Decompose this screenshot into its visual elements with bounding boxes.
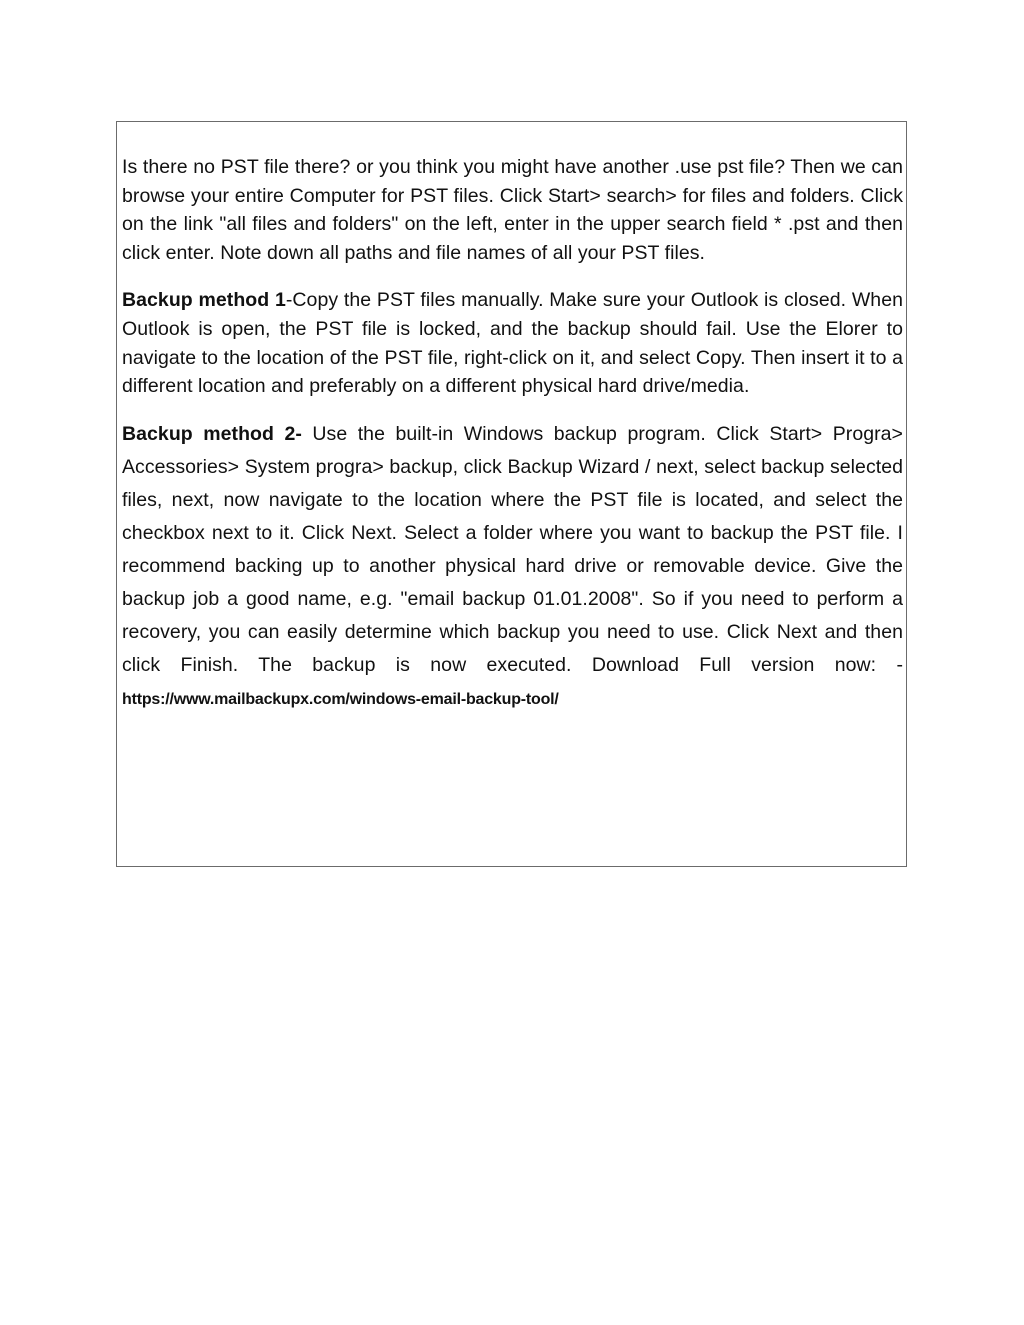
document-box [116, 121, 907, 867]
backup-method-1-text: -Copy the PST files manually. Make sure your Outlook is closed. When Outlook is open, the PST file is locked, and the backup should fail. Use the Elorer to navigate to the location of the PST file, right-click on it, and select Copy. Then insert it to a different location and preferably on a different physical hard drive/media. [122, 289, 903, 398]
backup-method-2-paragraph [122, 418, 903, 716]
document-content [122, 153, 903, 716]
download-link[interactable]: https://www.mailbackupx.com/windows-email-backup-tool/ [122, 690, 559, 708]
backup-method-2-text: Use the built-in Windows backup program. Click Start> Progra> Accessories> System progra> backup, click Backup Wizard / next, select backup selected files, next, now navigate to the location where the PST file is located, and select the checkbox next to it. Click Next. Select a folder where you want to backup the PST file. I recommend backing up to another physical hard drive or removable device. Give the backup job a good name, e.g. "email backup 01.01.2008". So if you need to perform a recovery, you can easily determine which backup you need to use. Click Next and then click Finish. The backup is now executed. Download Full version now: - [122, 422, 903, 676]
intro-paragraph: Is there no PST file there? or you think you might have another .use pst file? Then we can browse your entire Computer for PST files. Click Start> search> for files and folders. Click on the link "all files and folders" on the left, enter in the upper search field * .pst and then click enter. Note down all paths and file names of all your PST files. [122, 156, 903, 264]
backup-method-1-label: Backup method 1 [122, 289, 286, 312]
backup-method-2-label: Backup method 2- [122, 422, 302, 445]
backup-method-1-paragraph [122, 286, 903, 400]
